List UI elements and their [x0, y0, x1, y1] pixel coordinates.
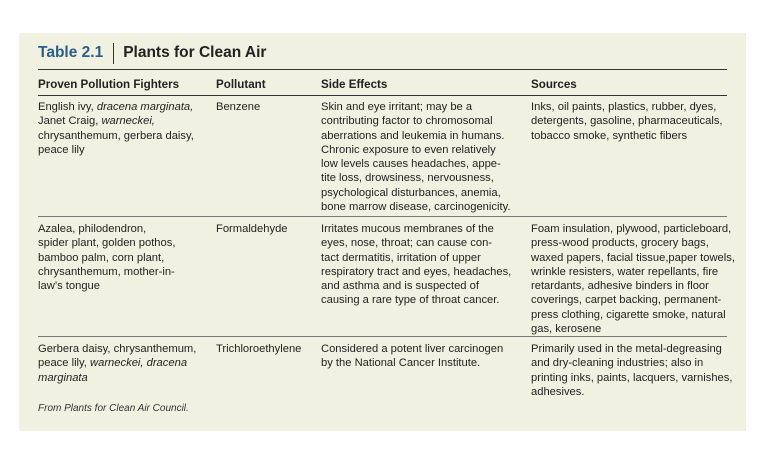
cell-line: peace lily, warneckei, dracena	[38, 357, 188, 370]
table-title-text: Plants for Clean Air	[123, 44, 267, 61]
cell-line: Trichloroethylene	[216, 343, 302, 355]
cell-line: retardants, adhesive binders in floor	[531, 280, 709, 293]
cell-line: press-wood products, grocery bags,	[531, 237, 709, 250]
cell-line: Irritates mucous membranes of the	[321, 223, 494, 235]
cell-line: low levels causes headaches, appe-	[321, 158, 501, 171]
table-panel	[19, 33, 746, 431]
row-divider	[38, 336, 727, 337]
header-plants: Proven Pollution Fighters	[38, 78, 180, 91]
pollutant-cell	[216, 222, 288, 236]
cell-line: Gerbera daisy, chrysanthemum,	[38, 343, 197, 355]
cell-line: Considered a potent liver carcinogen	[321, 343, 504, 355]
cell-line: marginata	[38, 371, 88, 384]
cell-line: causing a rare type of throat cancer.	[321, 294, 500, 307]
cell-line: peace lily	[38, 143, 85, 156]
cell-line: spider plant, golden pothos,	[38, 237, 176, 250]
sources-cell	[531, 222, 735, 336]
pollutant-cell	[216, 342, 301, 356]
plants-cell	[38, 100, 194, 157]
table-number: Table 2.1	[38, 44, 104, 61]
header-rule	[38, 95, 727, 96]
side-effects-cell	[321, 222, 511, 308]
cell-line: chrysanthemum, mother-in-	[38, 265, 175, 278]
cell-line: aberrations and leukemia in humans.	[321, 129, 505, 142]
cell-line: adhesives.	[531, 385, 585, 398]
cell-line: detergents, gasoline, pharmaceuticals,	[531, 115, 723, 128]
cell-line: law’s tongue	[38, 280, 100, 293]
cell-line: bamboo palm, corn plant,	[38, 251, 165, 264]
cell-line: tite loss, drowsiness, nervousness,	[321, 172, 494, 185]
sources-cell	[531, 100, 723, 143]
cell-line: tobacco smoke, synthetic fibers	[531, 129, 688, 142]
side-effects-cell	[321, 100, 510, 214]
cell-line: Janet Craig, warneckei,	[38, 115, 155, 128]
cell-line: Foam insulation, plywood, particleboard,	[531, 223, 732, 235]
plants-cell	[38, 222, 175, 293]
cell-line: chrysanthemum, gerbera daisy,	[38, 129, 194, 142]
cell-line: contributing factor to chromosomal	[321, 115, 493, 128]
cell-line: coverings, carpet backing, permanent-	[531, 294, 722, 307]
table-title	[38, 42, 266, 64]
cell-line: press clothing, cigarette smoke, natural	[531, 308, 726, 321]
cell-line: Skin and eye irritant; may be a	[321, 101, 473, 113]
cell-line: waxed papers, facial tissue,paper towels,	[531, 251, 735, 264]
cell-line: wrinkle resisters, water repellants, fire	[531, 265, 719, 278]
cell-line: Chronic exposure to even relatively	[321, 143, 496, 156]
cell-line: eyes, nose, throat; can cause con-	[321, 237, 493, 250]
cell-line: Inks, oil paints, plastics, rubber, dyes,	[531, 101, 717, 113]
cell-line: printing inks, paints, lacquers, varnishes,	[531, 371, 733, 384]
cell-line: tact dermatitis, irritation of upper	[321, 251, 481, 264]
sources-cell	[531, 342, 732, 399]
side-effects-cell	[321, 342, 503, 371]
header-side-effects: Side Effects	[321, 78, 388, 91]
title-rule	[38, 69, 727, 70]
cell-line: Primarily used in the metal-degreasing	[531, 343, 722, 355]
footnote: From Plants for Clean Air Council.	[38, 403, 189, 414]
cell-line: and dry-cleaning industries; also in	[531, 357, 704, 370]
row-divider	[38, 216, 727, 217]
cell-line: bone marrow disease, carcinogenicity.	[321, 201, 511, 214]
cell-line: Azalea, philodendron,	[38, 223, 147, 235]
cell-line: gas, kerosene	[531, 323, 602, 336]
title-separator	[113, 43, 114, 64]
plants-cell	[38, 342, 196, 385]
pollutant-cell	[216, 100, 260, 114]
cell-line: Formaldehyde	[216, 223, 288, 235]
cell-line: English ivy, dracena marginata,	[38, 101, 194, 113]
cell-line: psychological disturbances, anemia,	[321, 186, 501, 199]
cell-line: Benzene	[216, 101, 261, 113]
cell-line: and asthma and is suspected of	[321, 280, 479, 293]
header-sources: Sources	[531, 78, 577, 91]
cell-line: respiratory tract and eyes, headaches,	[321, 265, 512, 278]
cell-line: by the National Cancer Institute.	[321, 357, 481, 370]
header-pollutant: Pollutant	[216, 78, 266, 91]
